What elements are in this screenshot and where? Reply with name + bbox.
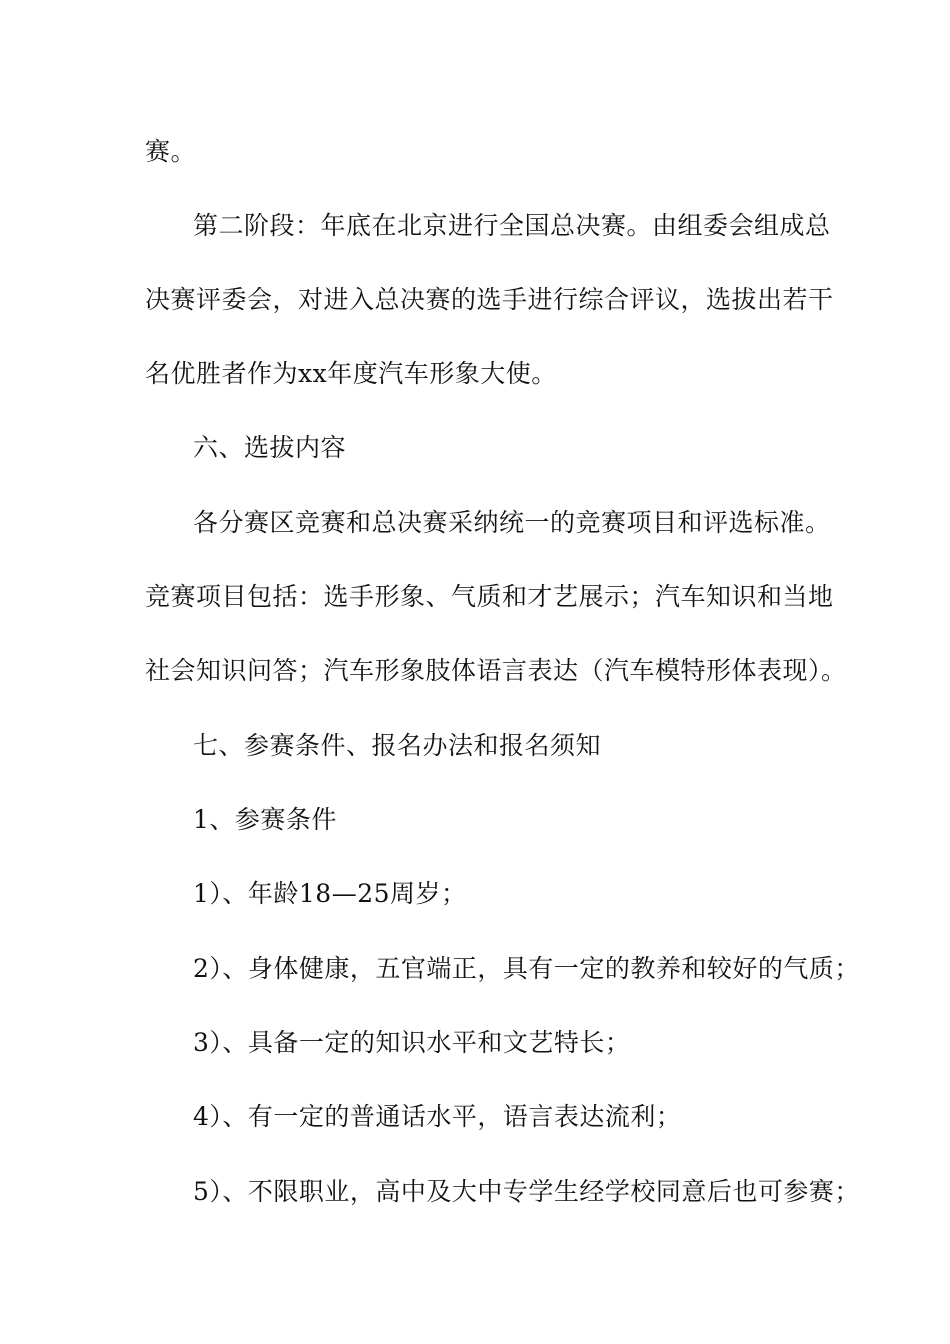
list-item-4: 4）、有一定的普通话水平，语言表达流利；: [193, 1102, 682, 1131]
text-line-4: 名优胜者作为xx年度汽车形象大使。: [145, 359, 557, 388]
text-line-7: 竞赛项目包括：选手形象、气质和才艺展示；汽车知识和当地: [145, 582, 834, 611]
section-heading-7: 七、参赛条件、报名办法和报名须知: [193, 731, 602, 760]
list-item-1: 1）、年龄18—25周岁；: [193, 879, 467, 908]
list-item-3: 3）、具备一定的知识水平和文艺特长；: [193, 1028, 631, 1057]
text-line-3: 决赛评委会，对进入总决赛的选手进行综合评议，选拔出若干: [145, 285, 834, 314]
text-line-6: 各分赛区竞赛和总决赛采纳统一的竞赛项目和评选标准。: [193, 508, 831, 537]
text-line-1: 赛。: [145, 137, 197, 166]
section-heading-6: 六、选拔内容: [193, 433, 347, 462]
text-line-8: 社会知识问答；汽车形象肢体语言表达（汽车模特形体表现）。: [145, 656, 847, 685]
list-item-5: 5）、不限职业，高中及大中专学生经学校同意后也可参赛；: [193, 1177, 860, 1206]
subsection-heading-1: 1、参赛条件: [193, 805, 337, 834]
list-item-2: 2）、身体健康，五官端正，具有一定的教养和较好的气质；: [193, 954, 860, 983]
text-line-2: 第二阶段：年底在北京进行全国总决赛。由组委会组成总: [193, 211, 831, 240]
